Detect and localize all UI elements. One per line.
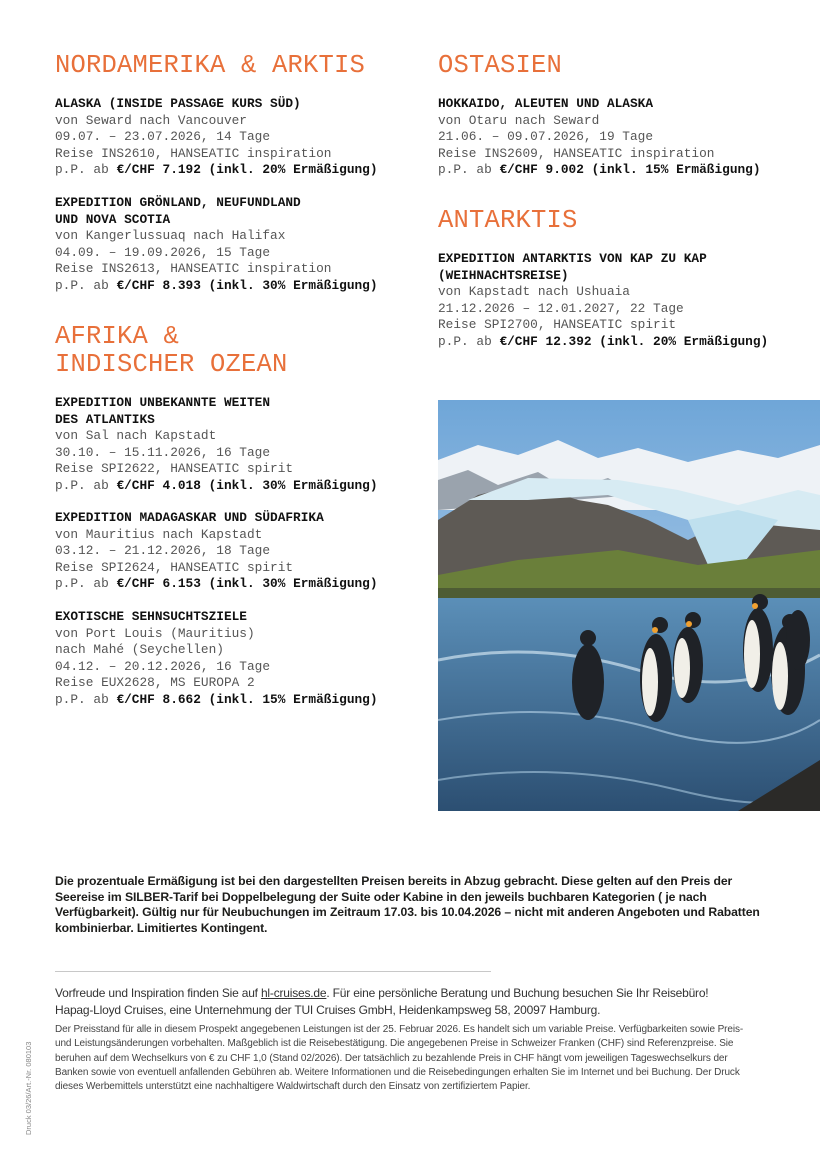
trip-price: €/CHF 4.018 (inkl. 30% Ermäßigung) bbox=[116, 477, 378, 493]
footer-company: Hapag-Lloyd Cruises, eine Unternehmung der TUI Cruises GmbH, Heidenkampsweg 58, 20097 Hamburg. bbox=[55, 1003, 601, 1017]
price-prefix: p.P. ab bbox=[55, 691, 117, 707]
trip-route: von Kangerlussuaq nach Halifax bbox=[55, 228, 286, 244]
trip-route: von Port Louis (Mauritius) nach Mahé (Seychellen) bbox=[55, 625, 255, 658]
trip-route: von Mauritius nach Kapstadt bbox=[55, 526, 263, 542]
trip-dates: 21.06. – 09.07.2026, 19 Tage bbox=[438, 129, 654, 145]
trip-title: EXPEDITION GRÖNLAND, NEUFUNDLAND UND NOVA SCOTIA bbox=[55, 195, 301, 227]
trip-route: von Sal nach Kapstadt bbox=[55, 428, 217, 444]
discount-disclaimer: Die prozentuale Ermäßigung ist bei den dargestellten Preisen bereits in Abzug gebracht. Diese gelten auf den Preis der Seereise im SILBER-Tarif bei Doppelbelegung der Suite oder Kabine in den jeweils buchbaren Kategorien ( je nach Verfügbarkeit). Gültig nur für Neubuchungen im Zeitraum 17.03. bis 10.04.2026 – nicht mit anderen Angeboten und Rabatten kombinierbar. Limitiertes Kontingent. bbox=[55, 874, 760, 935]
price-prefix: p.P. ab bbox=[55, 576, 117, 592]
footer-legal: Der Preisstand für alle in diesem Prospekt angegebenen Leistungen ist der 25. Februar 2026. Es handelt sich um variable Preise. Verfügbarkeiten sowie Preis- und Leistungsänderungen vorbehalten. Maßgeblich ist die Reisebestätigung. Die angegebenen Preise in Schweizer Franken (CHF) sind Referenzpreise. Sie beruhen auf dem Wechselkurs von € zu CHF 1,0 (Stand 02/2026). Der tatsächlich zu bezahlende Preis in CHF hängt vom jeweiligen Tageswechselkurs der Banken sowie von eventuell anfallenden Gebühren ab. Weitere Informationen und die Reisebedingungen erhalten Sie im Internet und bei Buchung. Der Druck dieses Werbemittels unterstützt eine nachhaltigere Waldwirtschaft durch den Einsatz von zertifiziertem Papier. bbox=[55, 1024, 744, 1093]
trip-atlantik bbox=[55, 395, 378, 495]
footer-line1-pre: Vorfreude und Inspiration finden Sie auf bbox=[55, 986, 261, 1000]
website-link[interactable]: hl-cruises.de bbox=[260, 986, 327, 1000]
trip-dates: 30.10. – 15.11.2026, 16 Tage bbox=[55, 444, 271, 460]
trip-title: ALASKA (INSIDE PASSAGE KURS SÜD) bbox=[55, 96, 301, 111]
print-code: Druck 03/26/Art.-Nr. 080103 bbox=[24, 1041, 33, 1135]
section-heading-nordamerika: NORDAMERIKA & ARKTIS bbox=[55, 51, 366, 80]
trip-price-line bbox=[55, 576, 378, 593]
trip-ship: Reise SPI2622, HANSEATIC spirit bbox=[55, 461, 294, 477]
divider bbox=[55, 971, 491, 972]
footer-line1-post: . Für eine persönliche Beratung und Buchung besuchen Sie Ihr Reisebüro! bbox=[326, 986, 709, 1000]
trip-dates: 04.12. – 20.12.2026, 16 Tage bbox=[55, 658, 271, 674]
trip-antarktis bbox=[438, 251, 768, 351]
trip-sehnsuchtsziele bbox=[55, 609, 378, 709]
trip-price: €/CHF 9.002 (inkl. 15% Ermäßigung) bbox=[499, 162, 761, 178]
trip-dates: 04.09. – 19.09.2026, 15 Tage bbox=[55, 244, 271, 260]
trip-price: €/CHF 7.192 (inkl. 20% Ermäßigung) bbox=[116, 162, 378, 178]
section-heading-afrika: AFRIKA & INDISCHER OZEAN bbox=[55, 322, 288, 379]
trip-dates: 03.12. – 21.12.2026, 18 Tage bbox=[55, 543, 271, 559]
trip-groenland bbox=[55, 195, 378, 295]
trip-title: EXPEDITION ANTARKTIS VON KAP ZU KAP (WEIHNACHTSREISE) bbox=[438, 251, 707, 283]
trip-hokkaido bbox=[438, 96, 761, 179]
trip-dates: 21.12.2026 – 12.01.2027, 22 Tage bbox=[438, 300, 684, 316]
trip-madagaskar bbox=[55, 510, 378, 593]
trip-route: von Seward nach Vancouver bbox=[55, 112, 247, 128]
trip-price: €/CHF 8.662 (inkl. 15% Ermäßigung) bbox=[116, 691, 378, 707]
price-prefix: p.P. ab bbox=[55, 162, 117, 178]
price-prefix: p.P. ab bbox=[438, 333, 500, 349]
price-prefix: p.P. ab bbox=[438, 162, 500, 178]
trip-ship: Reise INS2610, HANSEATIC inspiration bbox=[55, 145, 332, 161]
trip-ship: Reise EUX2628, MS EUROPA 2 bbox=[55, 675, 255, 691]
trip-price-line bbox=[55, 278, 378, 295]
trip-ship: Reise SPI2700, HANSEATIC spirit bbox=[438, 317, 677, 333]
penguin-photo bbox=[438, 400, 820, 811]
trip-title: EXPEDITION UNBEKANNTE WEITEN DES ATLANTIKS bbox=[55, 395, 271, 427]
trip-price: €/CHF 8.393 (inkl. 30% Ermäßigung) bbox=[116, 277, 378, 293]
trip-price-line bbox=[55, 162, 378, 179]
trip-price: €/CHF 12.392 (inkl. 20% Ermäßigung) bbox=[499, 333, 769, 349]
trip-title: EXOTISCHE SEHNSUCHTSZIELE bbox=[55, 609, 247, 624]
trip-ship: Reise INS2609, HANSEATIC inspiration bbox=[438, 145, 715, 161]
trip-price-line bbox=[438, 162, 761, 179]
trip-price-line bbox=[438, 334, 768, 351]
section-heading-antarktis: ANTARKTIS bbox=[438, 206, 578, 235]
trip-route: von Otaru nach Seward bbox=[438, 112, 600, 128]
trip-route: von Kapstadt nach Ushuaia bbox=[438, 284, 630, 300]
trip-alaska bbox=[55, 96, 378, 179]
price-prefix: p.P. ab bbox=[55, 277, 117, 293]
footer-contact bbox=[55, 985, 815, 1019]
trip-ship: Reise SPI2624, HANSEATIC spirit bbox=[55, 559, 294, 575]
section-heading-ostasien: OSTASIEN bbox=[438, 51, 563, 80]
price-prefix: p.P. ab bbox=[55, 477, 117, 493]
trip-title: EXPEDITION MADAGASKAR UND SÜDAFRIKA bbox=[55, 510, 324, 525]
trip-title: HOKKAIDO, ALEUTEN UND ALASKA bbox=[438, 96, 654, 111]
trip-dates: 09.07. – 23.07.2026, 14 Tage bbox=[55, 129, 271, 145]
trip-price-line bbox=[55, 692, 378, 709]
trip-ship: Reise INS2613, HANSEATIC inspiration bbox=[55, 261, 332, 277]
trip-price-line bbox=[55, 478, 378, 495]
trip-price: €/CHF 6.153 (inkl. 30% Ermäßigung) bbox=[116, 576, 378, 592]
